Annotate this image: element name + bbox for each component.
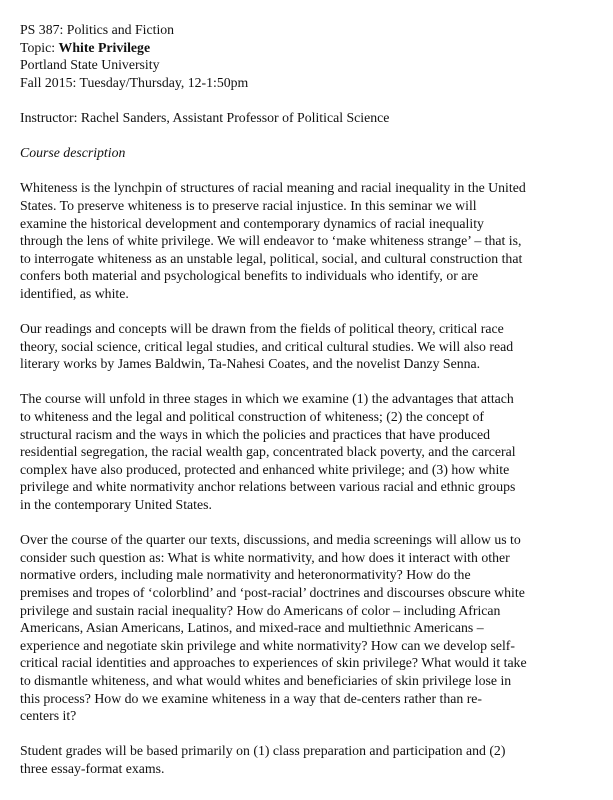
paragraph-4 [20, 531, 600, 725]
paragraph-line: Whiteness is the lynchpin of structures of racial meaning and racial inequality in the United [20, 180, 526, 196]
paragraph-line: examine the historical development and contemporary dynamics of racial inequality [20, 215, 484, 231]
topic-label: Topic: [20, 39, 59, 55]
spacer [20, 162, 600, 180]
paragraph-3 [20, 390, 600, 513]
paragraph-line: to dismantle whiteness, and what would whites and beneficiaries of skin privilege lose in [20, 672, 512, 688]
spacer [20, 514, 600, 532]
course-header [20, 21, 600, 91]
paragraph-line: privilege and sustain racial inequality? How do Americans of color – including African [20, 602, 501, 618]
term-schedule: Fall 2015: Tuesday/Thursday, 12-1:50pm [20, 74, 249, 90]
paragraph-1 [20, 179, 600, 302]
paragraph-line: experience and negotiate skin privilege and white normativity? How can we develop self- [20, 637, 515, 653]
topic-value: White Privilege [58, 39, 151, 55]
paragraph-line: through the lens of white privilege. We will endeavor to ‘make whiteness strange’ – that is, [20, 233, 522, 249]
paragraph-line: residential segregation, the racial wealth gap, concentrated black poverty, and the carceral [20, 444, 516, 460]
paragraph-line: Our readings and concepts will be drawn from the fields of political theory, critical race [20, 321, 504, 337]
paragraph-line: privilege and white normativity anchor relations between various racial and ethnic groups [20, 479, 516, 495]
spacer [20, 373, 600, 391]
paragraph-line: Americans, Asian Americans, Latinos, and mixed-race and multiethnic Americans – [20, 620, 484, 636]
spacer [20, 303, 600, 321]
paragraph-line: consider such question as: What is white normativity, and how does it interact with other [20, 549, 510, 565]
spacer [20, 91, 600, 109]
paragraph-line: Student grades will be based primarily on (1) class preparation and participation and (2) [20, 743, 506, 759]
paragraph-line: to interrogate whiteness as an unstable legal, political, social, and cultural construction that [20, 250, 523, 266]
section-heading: Course description [20, 145, 126, 161]
paragraph-line: critical racial identities and approaches to experiences of skin privilege? What would it take [20, 655, 527, 671]
paragraph-line: to whiteness and the legal and political construction of whiteness; (2) the concept of [20, 409, 484, 425]
paragraph-line: theory, social science, critical legal studies, and critical cultural studies. We will also read [20, 338, 514, 354]
paragraph-line: confers both material and psychological benefits to individuals who identify, or are [20, 268, 479, 284]
paragraph-line: structural racism and the ways in which the policies and practices that have produced [20, 426, 491, 442]
spacer [20, 725, 600, 743]
paragraph-line: Over the course of the quarter our texts, discussions, and media screenings will allow us to [20, 532, 521, 548]
instructor-line: Instructor: Rachel Sanders, Assistant Professor of Political Science [20, 109, 390, 125]
paragraph-line: in the contemporary United States. [20, 497, 212, 513]
paragraph-line: premises and tropes of ‘colorblind’ and ‘post-racial’ doctrines and discourses obscure white [20, 585, 525, 600]
course-title: PS 387: Politics and Fiction [20, 22, 175, 37]
paragraph-line: centers it? [20, 708, 77, 724]
paragraph-5 [20, 742, 600, 777]
university-name: Portland State University [20, 57, 160, 73]
paragraph-line: three essay-format exams. [20, 760, 165, 776]
topic-line [20, 39, 600, 57]
paragraph-line: identified, as white. [20, 285, 129, 301]
paragraph-line: this process? How do we examine whiteness in a way that de-centers rather than re- [20, 690, 483, 706]
paragraph-2 [20, 320, 600, 373]
paragraph-line: complex have also produced, protected and enhanced white privilege; and (3) how white [20, 461, 510, 477]
syllabus-page [20, 21, 600, 778]
paragraph-line: literary works by James Baldwin, Ta-Nahesi Coates, and the novelist Danzy Senna. [20, 356, 481, 372]
paragraph-line: The course will unfold in three stages in which we examine (1) the advantages that attach [20, 391, 514, 407]
paragraph-line: normative orders, including male normativity and heteronormativity? How do the [20, 567, 471, 583]
paragraph-line: States. To preserve whiteness is to preserve racial injustice. In this seminar we will [20, 197, 477, 213]
spacer [20, 127, 600, 145]
